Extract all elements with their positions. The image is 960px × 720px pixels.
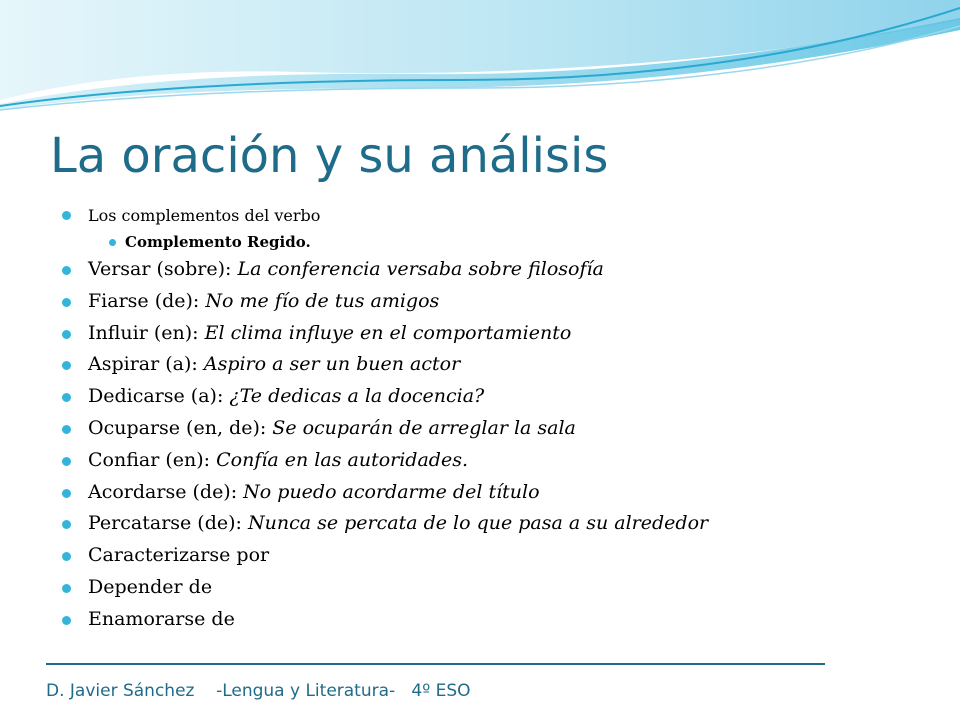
bullet-label: Confiar (en): [88,448,217,471]
bullet-label: Percatarse (de): [88,512,248,535]
bullet-dot-icon [62,211,71,220]
bullet-example: ¿Te dedicas a la docencia? [229,385,485,408]
bullet-dot-icon [62,330,71,339]
bullet-item [60,477,940,509]
bullet-item [60,230,940,254]
bullet-item [60,540,940,572]
bullet-label: Enamorarse de [88,607,235,630]
bullet-example: Se ocuparán de arreglar la sala [272,416,576,439]
bullet-label: Versar (sobre): [88,258,238,280]
slide-title: La oración y su análisis [50,128,609,184]
bullet-label: Complemento Regido. [125,233,311,251]
bullet-label: Caracterizarse por [88,544,270,567]
bullet-item [60,604,940,636]
bullet-label: Fiarse (de): [88,289,206,312]
bullet-item [60,349,940,381]
bullet-list [60,201,940,636]
header-wave-decoration [0,0,960,115]
bullet-item [60,413,940,445]
bullet-example: La conferencia versaba sobre filosofía [237,258,604,280]
bullet-example: El clima influye en el comportamiento [204,321,572,344]
bullet-dot-icon [62,425,71,434]
bullet-dot-icon [62,266,71,275]
bullet-dot-icon [62,457,71,466]
bullet-dot-icon [62,616,71,625]
bullet-dot-icon [62,393,71,402]
bullet-item [60,254,940,286]
bullet-dot-icon [62,298,71,307]
bullet-item [60,318,940,350]
bullet-example: Confía en las autoridades. [216,448,468,471]
bullet-label: Influir (en): [88,321,205,344]
bullet-example: Nunca se percata de lo que pasa a su alrededor [247,512,709,535]
bullet-example: No puedo acordarme del título [243,480,540,503]
bullet-dot-icon [62,552,71,561]
bullet-example: Aspiro a ser un buen actor [203,353,461,376]
bullet-label: Dedicarse (a): [88,385,230,408]
bullet-label: Ocuparse (en, de): [88,416,273,439]
bullet-example: No me fío de tus amigos [205,289,440,312]
bullet-item [60,572,940,604]
bullet-label: Aspirar (a): [88,353,204,376]
bullet-dot-icon [62,489,71,498]
bullet-dot-icon [62,584,71,593]
footer-divider [46,663,825,665]
bullet-label: Los complementos del verbo [88,206,321,225]
bullet-dot-icon [62,520,71,529]
bullet-label: Depender de [88,575,213,598]
bullet-item [60,381,940,413]
bullet-item [60,445,940,477]
bullet-item [60,201,940,230]
bullet-dot-icon [62,361,71,370]
footer-text: D. Javier Sánchez -Lengua y Literatura- 4º ESO [46,681,471,701]
bullet-item [60,286,940,318]
bullet-dot-icon [109,239,116,246]
bullet-label: Acordarse (de): [88,480,244,503]
bullet-item [60,508,940,540]
